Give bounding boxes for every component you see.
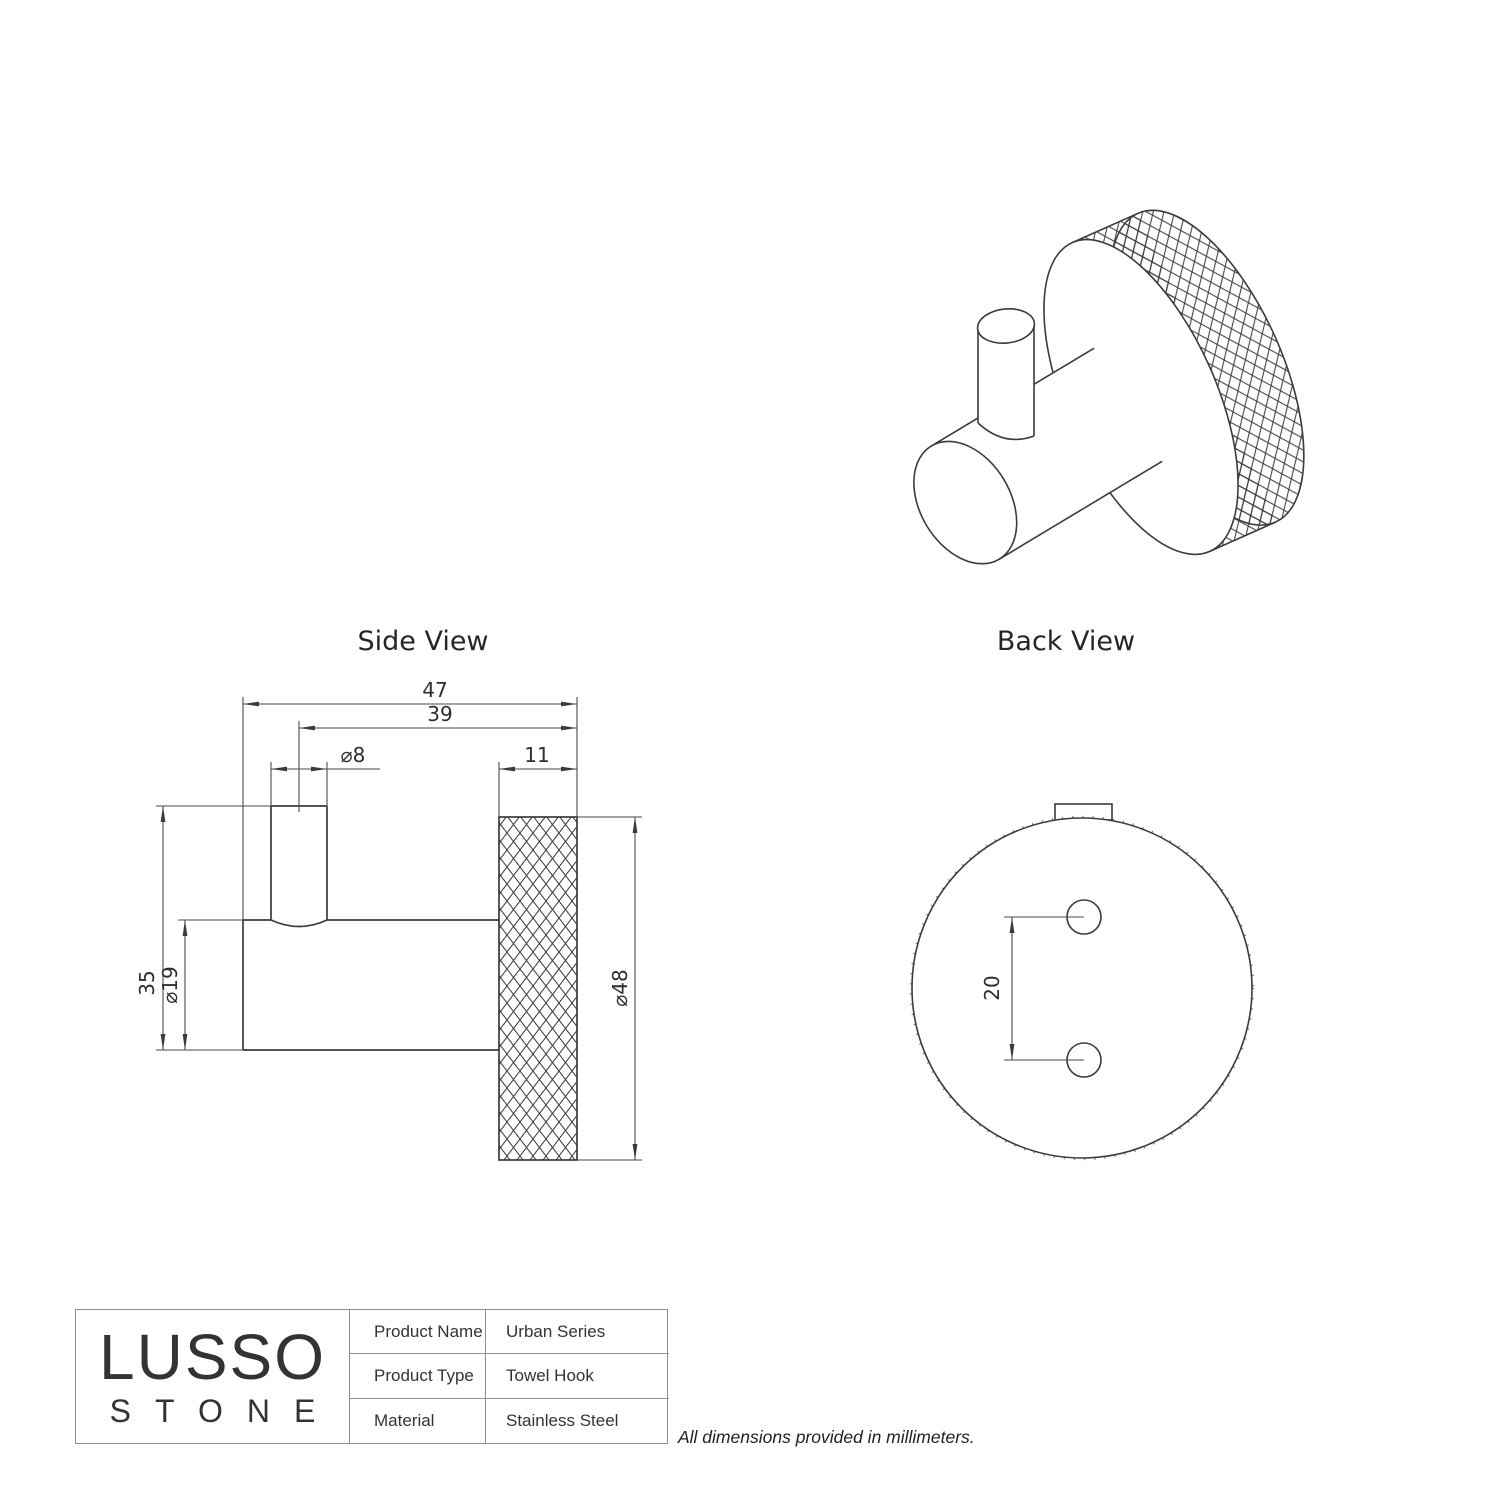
units-footnote: All dimensions provided in millimeters. xyxy=(678,1427,975,1447)
back-view-title: Back View xyxy=(996,626,1136,657)
table-value-material: Stainless Steel xyxy=(485,1399,669,1443)
brand-logo-stone: STONE xyxy=(109,1393,340,1430)
back-view-drawing xyxy=(911,804,1253,1159)
table-label-product-name: Product Name xyxy=(349,1310,485,1354)
dim-hook-projection-value: 39 xyxy=(427,702,453,726)
table-value-product-name: Urban Series xyxy=(485,1310,669,1354)
product-info-table xyxy=(75,1309,668,1444)
dim-peg-diameter-value: ⌀8 xyxy=(340,743,366,767)
table-value-product-type: Towel Hook xyxy=(485,1354,669,1398)
isometric-view xyxy=(893,183,1344,583)
brand-logo xyxy=(76,1310,349,1443)
dim-total-height-value: 35 xyxy=(135,970,159,996)
side-view-drawing xyxy=(243,806,577,1160)
side-peg-outline xyxy=(271,806,327,927)
side-body-outline xyxy=(243,920,499,1050)
dim-disc-diameter-value: ⌀48 xyxy=(608,969,632,1007)
back-disc-outline xyxy=(912,818,1252,1158)
dim-hole-spacing-value: 20 xyxy=(980,975,1004,1001)
dim-disc-thickness-value: 11 xyxy=(524,743,550,767)
ext-total-height xyxy=(156,806,271,1050)
dim-total-width-value: 47 xyxy=(422,678,448,702)
table-label-material: Material xyxy=(349,1399,485,1443)
side-view-title: Side View xyxy=(357,626,489,657)
table-label-product-type: Product Type xyxy=(349,1354,485,1398)
side-disc-section xyxy=(499,817,577,1160)
dim-body-diameter-value: ⌀19 xyxy=(158,966,182,1004)
iso-peg xyxy=(976,306,1036,439)
brand-logo-lusso: LUSSO xyxy=(99,1321,326,1394)
